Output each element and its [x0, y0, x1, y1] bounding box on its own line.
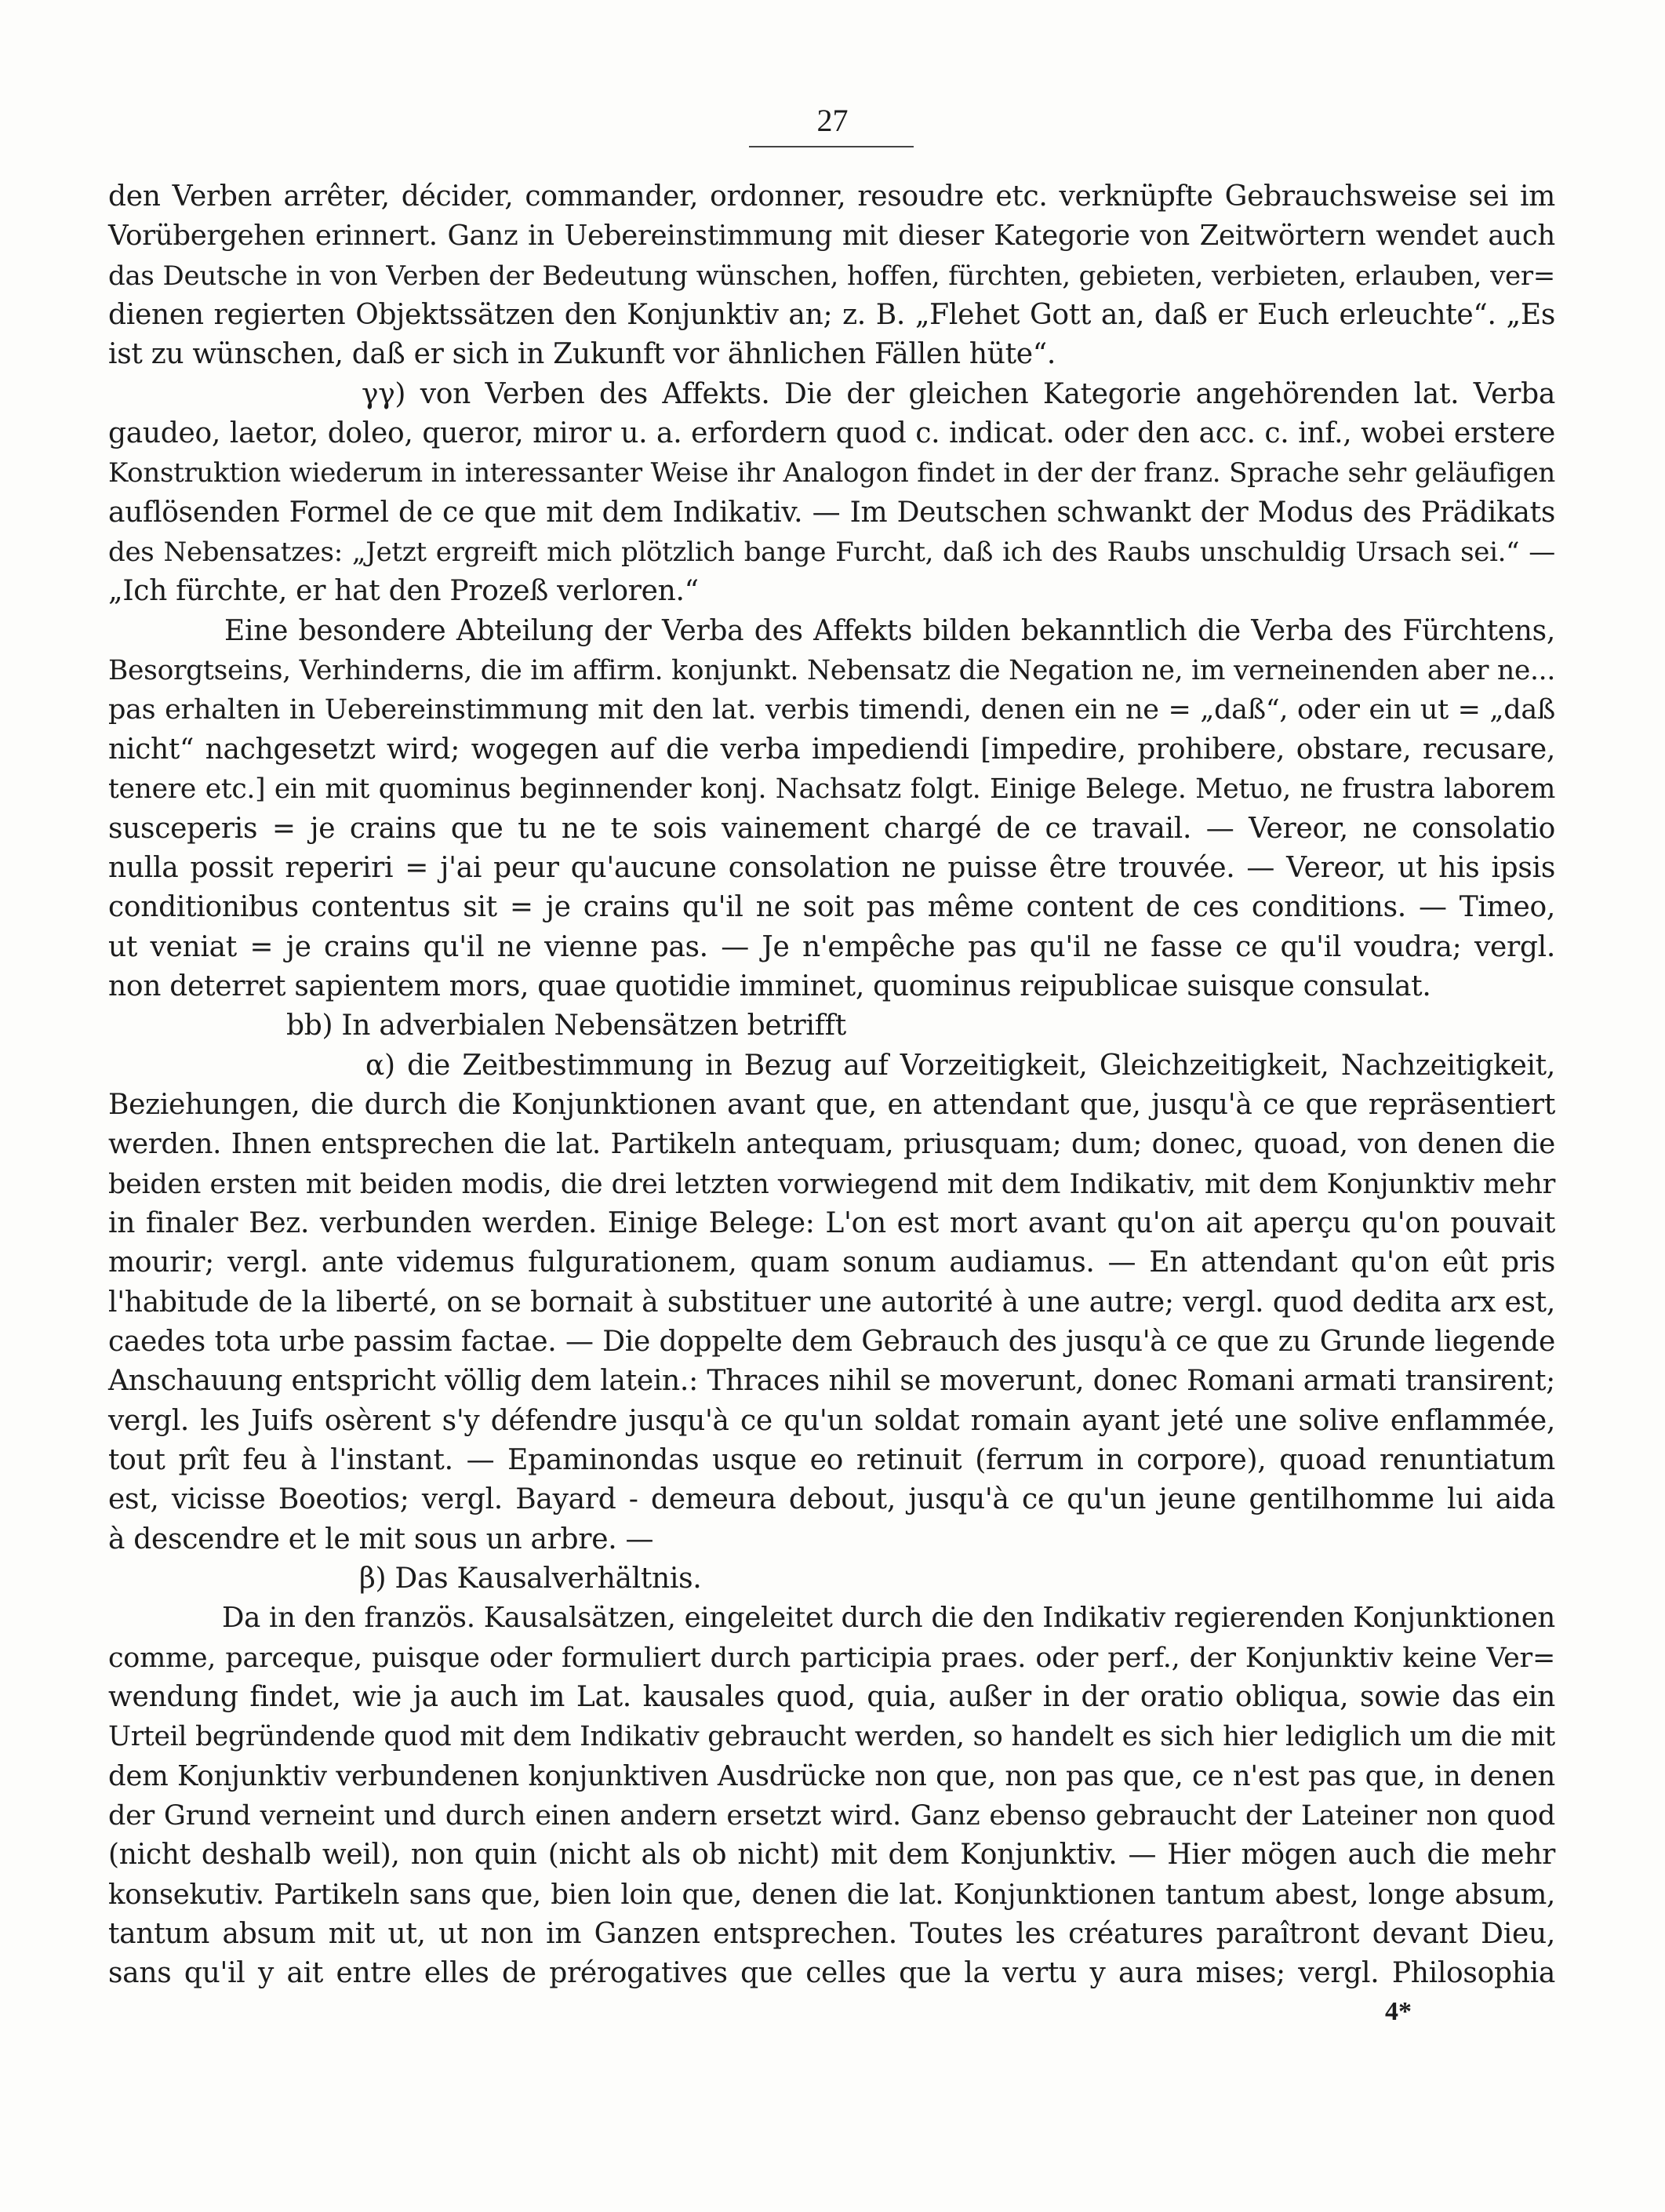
text-line: in finaler Bez. verbunden werden. Einige Belege: L'on est mort avant qu'on ait aperçu qu'on pouvait — [108, 1206, 1555, 1239]
text-line: susceperis = je crains que tu ne te sois vainement chargé de ce travail. — Vereor, ne consolatio — [108, 812, 1555, 845]
text-line: mourir; vergl. ante videmus fulgurationem, quam sonum audiamus. — En attendant qu'on eût pris — [108, 1246, 1555, 1279]
text-line: à descendre et le mit sous un arbre. — — [108, 1523, 654, 1555]
text-line: pas erhalten in Uebereinstimmung mit den lat. verbis timendi, denen ein ne = „daß“, oder ein ut = „daß — [108, 694, 1555, 726]
section-heading-kausalverhaeltnis: β) Das Kausalverhältnis. — [359, 1563, 702, 1595]
text-line: ist zu wünschen, daß er sich in Zukunft vor ähnlichen Fällen hüte“. — [108, 338, 1056, 371]
text-line: nulla possit reperiri = j'ai peur qu'aucune consolation ne puisse être trouvée. — Vereor, ut his ipsis — [108, 851, 1555, 884]
text-line: wendung findet, wie ja auch im Lat. kausales quod, quia, außer in der oratio obliqua, sowie das ein — [108, 1681, 1555, 1714]
text-line: tenere etc.] ein mit quominus beginnender konj. Nachsatz folgt. Einige Belege. Metuo, ne frustra laborem — [108, 773, 1555, 806]
text-line: sans qu'il y ait entre elles de prérogatives que celles que la vertu y aura mises; vergl. Philosophia — [108, 1957, 1555, 1990]
paragraph-start: Da in den französ. Kausalsätzen, eingeleitet durch die den Indikativ regierenden Konjunktionen — [222, 1602, 1555, 1635]
text-line: tout prît feu à l'instant. — Epaminondas usque eo retinuit (ferrum in corpore), quoad renuntiatum — [108, 1444, 1555, 1476]
text-line: tantum absum mit ut, ut non im Ganzen entsprechen. Toutes les créatures paraîtront devant Dieu, — [108, 1918, 1555, 1951]
text-line: Anschauung entspricht völlig dem latein.: Thraces nihil se moverunt, donec Romani armati transirent; — [108, 1365, 1555, 1398]
text-line: des Nebensatzes: „Jetzt ergreift mich plötzlich bange Furcht, daß ich des Raubs unschuldig Ursach sei.“ — — [108, 537, 1555, 569]
page-number: 27 — [816, 103, 849, 138]
section-heading-affekts: γγ) von Verben des Affekts. Die der gleichen Kategorie angehörenden lat. Verba — [362, 377, 1555, 410]
text-line: Konstruktion wiederum in interessanter Weise ihr Analogon findet in der der franz. Sprache sehr geläufigen — [108, 457, 1555, 489]
section-heading-zeitbestimmung: α) die Zeitbestimmung in Bezug auf Vorzeitigkeit, Gleichzeitigkeit, Nachzeitigkeit, — [365, 1049, 1555, 1082]
text-line: l'habitude de la liberté, on se bornait à substituer une autorité à une autre; vergl. quod dedita arx est, — [108, 1286, 1555, 1319]
text-line: Vorübergehen erinnert. Ganz in Uebereinstimmung mit dieser Kategorie von Zeitwörtern wendet auch — [108, 220, 1555, 253]
text-line: conditionibus contentus sit = je crains qu'il ne soit pas même content de ces conditions. — Timeo, — [108, 891, 1555, 924]
text-line: nicht“ nachgesetzt wird; wogegen auf die verba impediendi [impedire, prohibere, obstare, recusare, — [108, 733, 1555, 766]
text-line: non deterret sapientem mors, quae quotidie imminet, quominus reipublicae suisque consulat. — [108, 970, 1431, 1002]
text-line: Beziehungen, die durch die Konjunktionen avant que, en attendant que, jusqu'à ce que repräsentiert — [108, 1088, 1555, 1121]
body-text — [108, 177, 1555, 1994]
paragraph-start: Eine besondere Abteilung der Verba des Affekts bilden bekanntlich die Verba des Fürchtens, — [224, 614, 1555, 647]
text-line: vergl. les Juifs osèrent s'y défendre jusqu'à ce qu'un soldat romain ayant jeté une solive enflammée, — [108, 1404, 1555, 1437]
text-line: gaudeo, laetor, doleo, queror, miror u. a. erfordern quod c. indicat. oder den acc. c. inf., wobei erstere — [108, 417, 1555, 450]
text-line: ut veniat = je crains qu'il ne vienne pas. — Je n'empêche pas qu'il ne fasse ce qu'il voudra; vergl. — [108, 930, 1555, 963]
text-line: dem Konjunktiv verbundenen konjunktiven Ausdrücke non que, non pas que, ce n'est pas que, in denen — [108, 1759, 1555, 1792]
section-heading-adverbial: bb) In adverbialen Nebensätzen betrifft — [286, 1010, 846, 1042]
text-line: den Verben arrêter, décider, commander, ordonner, resoudre etc. verknüpfte Gebrauchsweise sei im — [108, 180, 1555, 213]
text-line: (nicht deshalb weil), non quin (nicht als ob nicht) mit dem Konjunktiv. — Hier mögen auch die mehr — [108, 1839, 1555, 1872]
text-line: est, vicisse Boeotios; vergl. Bayard - demeura debout, jusqu'à ce qu'un jeune gentilhomme lui aida — [108, 1483, 1555, 1516]
text-line: caedes tota urbe passim factae. — Die doppelte dem Gebrauch des jusqu'à ce que zu Grunde liegende — [108, 1325, 1555, 1358]
text-line: der Grund verneint und durch einen andern ersetzt wird. Ganz ebenso gebraucht der Lateiner non quod — [108, 1800, 1555, 1832]
text-line: werden. Ihnen entsprechen die lat. Partikeln antequam, priusquam; dum; donec, quoad, von denen die — [108, 1128, 1555, 1161]
text-line: konsekutiv. Partikeln sans que, bien loin que, denen die lat. Konjunktionen tantum abest, longe absum, — [108, 1878, 1555, 1911]
text-line: Besorgtseins, Verhinderns, die im affirm. konjunkt. Nebensatz die Negation ne, im verneinenden aber ne... — [108, 655, 1555, 687]
text-line: beiden ersten mit beiden modis, die drei letzten vorwiegend mit dem Indikativ, mit dem Konjunktiv mehr — [108, 1168, 1555, 1200]
text-line: das Deutsche in von Verben der Bedeutung wünschen, hoffen, fürchten, gebieten, verbieten, erlauben, ver= — [108, 260, 1555, 292]
text-line: auflösenden Formel de ce que mit dem Indikativ. — Im Deutschen schwankt der Modus des Prädikats — [108, 496, 1555, 529]
text-line: comme, parceque, puisque oder formuliert durch participia praes. oder perf., der Konjunktiv keine Ver= — [108, 1642, 1555, 1674]
signature-mark: 4* — [1385, 1997, 1412, 2026]
text-line: dienen regierten Objektssätzen den Konjunktiv an; z. B. „Flehet Gott an, daß er Euch erleuchte“. „Es — [108, 299, 1555, 332]
text-line: „Ich fürchte, er hat den Prozeß verloren.“ — [108, 575, 699, 608]
text-line: Urteil begründende quod mit dem Indikativ gebraucht werden, so handelt es sich hier lediglich um die mit — [108, 1721, 1555, 1753]
header-rule — [749, 146, 914, 147]
